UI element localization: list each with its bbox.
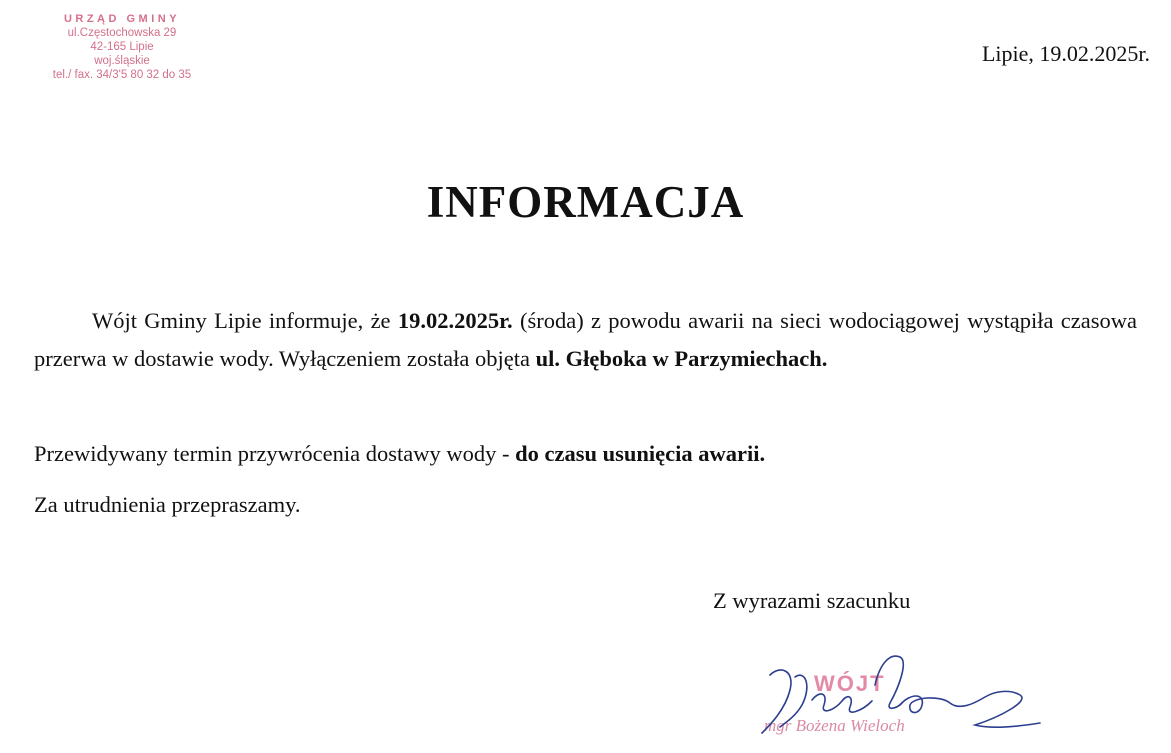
stamp-postal: 42-165 Lipie (90, 41, 154, 53)
paragraph1-text-b: (środa) z powodu awarii na sieci wodociągowej wystąpiła czasowa przerwa w dostawie wody. Wyłączeniem została objęta (34, 308, 1137, 371)
restoration-term: do czasu usunięcia awarii. (515, 441, 766, 466)
signature-stamp-name: mgr Bożena Wieloch (764, 716, 905, 735)
closing-phrase: Z wyrazami szacunku (713, 588, 911, 613)
office-stamp (22, 12, 222, 82)
stamp-office-name: URZĄD GMINY (63, 13, 181, 25)
stamp-phone: tel./ fax. 34/3'5 80 32 do 35 (52, 69, 192, 81)
signature-stamp-role: WÓJT (814, 671, 886, 696)
handwritten-signature (750, 645, 1050, 745)
stamp-street: ul.Częstochowska 29 (67, 27, 177, 39)
paragraph-announcement (34, 302, 1137, 378)
paragraph-restoration (34, 435, 1137, 473)
paragraph-apology: Za utrudnienia przepraszamy. (34, 492, 301, 517)
outage-date: 19.02.2025r. (397, 308, 513, 333)
paragraph1-text-a: Wójt Gminy Lipie informuje, że (92, 308, 398, 333)
document-title: INFORMACJA (426, 177, 745, 227)
stamp-region: woj.śląskie (94, 55, 150, 67)
affected-street: ul. Głęboka w Parzymiechach. (535, 346, 828, 371)
paragraph2-text: Przewidywany termin przywrócenia dostawy wody - (34, 441, 516, 466)
document-date: Lipie, 19.02.2025r. (981, 41, 1150, 66)
